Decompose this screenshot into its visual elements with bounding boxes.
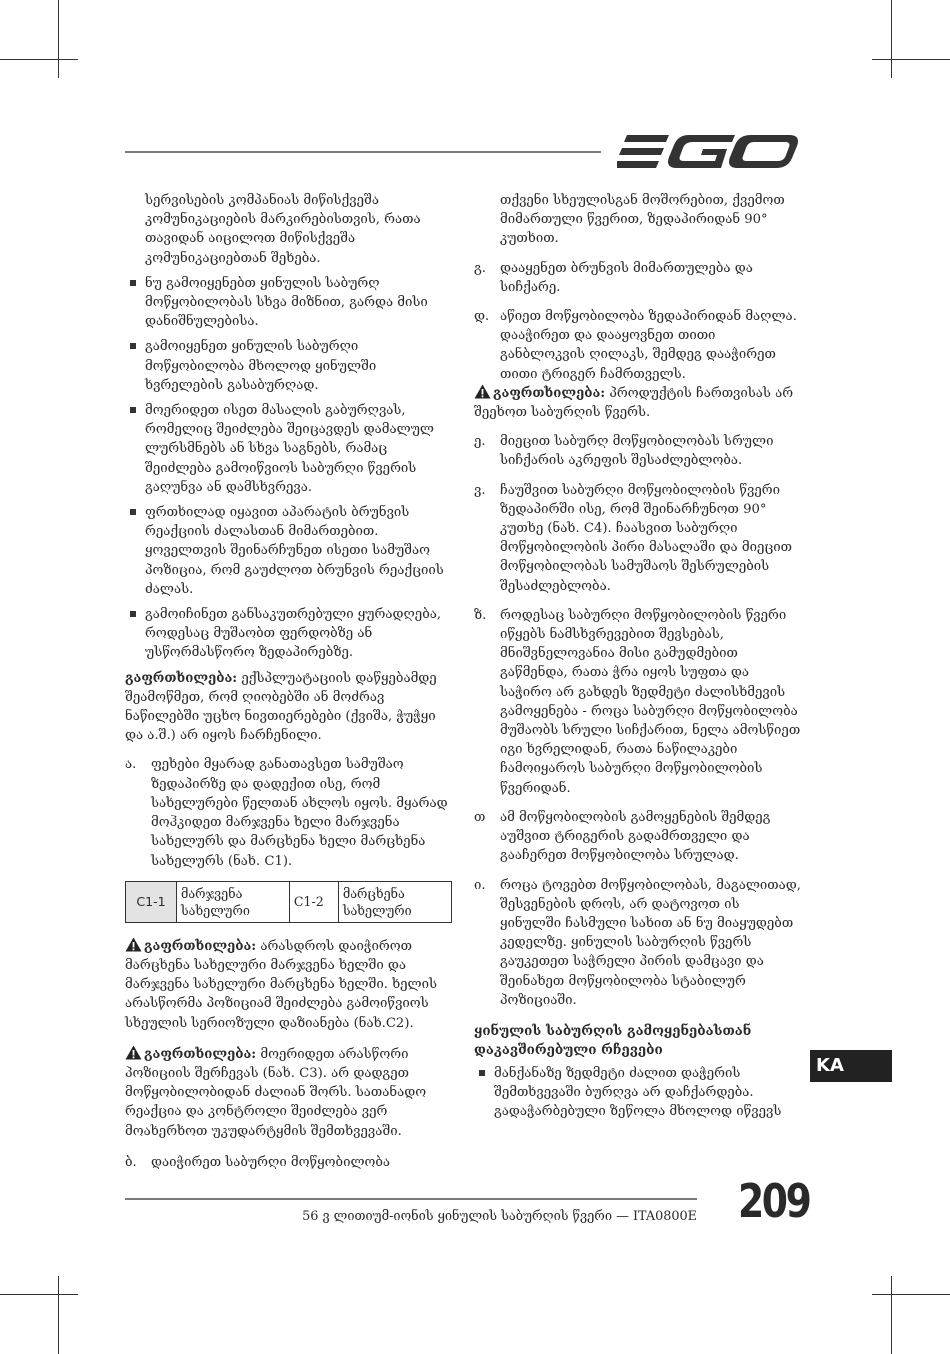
- bullet-square-icon: [130, 280, 136, 286]
- right-column: [474, 191, 804, 1128]
- footer-rule: [125, 1198, 697, 1200]
- crop-mark: [891, 0, 892, 78]
- ego-logo: [617, 131, 799, 171]
- bullet-square-icon: [130, 407, 136, 413]
- warning-triangle-icon: [474, 384, 491, 399]
- legend-code-c1-1: C1-1: [126, 881, 177, 922]
- bullet-text: გამოიყენეთ ყინულის საბურღი მოწყობილობა მხოლოდ ყინულში ხვრელების გასაბურღად.: [145, 339, 377, 393]
- step-letter: თ: [474, 809, 486, 825]
- bullet-square-icon: [130, 611, 136, 617]
- crop-mark: [872, 1294, 950, 1295]
- warning-text: არასდროს დაიჭიროთ მარცხენა სახელური მარჯვენა ხელში და მარჯვენა სახელური მარცხენა ხელში. ხელის არასწორმა პოზიციამ შეიძლება გამოიწვიოს სხეულის სერიოზული დაზიანება (ნახ.C2).: [125, 938, 437, 1031]
- step-letter: ზ.: [474, 607, 487, 623]
- step-letter: ი.: [474, 877, 486, 893]
- list-item: [125, 274, 455, 332]
- step-letter: დ.: [474, 309, 490, 325]
- page-number: 209: [738, 1174, 810, 1228]
- crop-mark: [58, 1276, 59, 1354]
- footer-text: 56 ვ ლითიუმ-იონის ყინულის საბურღის წვერი — ITA0800E: [302, 1209, 697, 1224]
- figure-legend-table: [125, 881, 452, 923]
- crop-mark: [0, 59, 78, 60]
- bullet-text: გამოიჩინეთ განსაკუთრებული ყურადღება, როდესაც მუშაობთ ფერდობზე ან უსწორმასწორო ზედაპირებზე.: [145, 607, 442, 661]
- language-tab: KA: [810, 1050, 892, 1082]
- tips-bullet-list: [474, 1064, 804, 1122]
- bullet-square-icon: [479, 1070, 485, 1076]
- list-item: [125, 337, 455, 395]
- warning-paragraph: [125, 1045, 455, 1141]
- step-text: მიეცით საბურღ მოწყობილობას სრული სიჩქარის აკრეფის შესაძლებლობა.: [500, 434, 774, 469]
- bullet-text: მოერიდეთ ისეთ მასალის გაბურღვას, რომელიც შეიძლება შეიცავდეს დამალულ ლურსმნებს ან სხვა საგნებს, რამაც შეიძლება გამოიწვიოს საბურღი წვერის გაღუნვა ან დამსხვრევა.: [145, 403, 434, 495]
- left-column: [125, 191, 455, 1172]
- list-item: [125, 503, 455, 599]
- legend-text-right-handle: მარჯვენა სახელური: [177, 881, 290, 922]
- step-e: [474, 432, 804, 470]
- safety-bullet-list: [125, 274, 455, 663]
- crop-mark: [58, 0, 59, 78]
- warning-label: გაფრთხილება:: [125, 670, 238, 686]
- intro-paragraph: სერვისების კომპანიას მიწისქვეშა კომუნიკაციების მარკირებისთვის, რათა თავიდან აიცილოთ მიწისქვეშა კომუნიკაციებთან შეხება.: [145, 193, 421, 266]
- step-text: ფეხები მყარად განათავსეთ სამუშაო ზედაპირზე და დადექით ისე, რომ სახელურები წელთან ახლოს იყოს. მყარად მოჰკიდეთ მარჯვენა ხელი მარჯვენა სახელურს და მარცხენა ხელი მარცხენა სახელურს (ნახ. C1).: [151, 757, 448, 869]
- list-item: [125, 401, 455, 497]
- warning-label: გაფრთხილება:: [493, 385, 606, 401]
- crop-mark: [891, 1276, 892, 1354]
- step-text: დაიჭირეთ საბურღი მოწყობილობა: [151, 1154, 391, 1170]
- step-a: [125, 755, 455, 870]
- step-letter: გ.: [474, 260, 486, 276]
- warning-label: გაფრთხილება:: [144, 1046, 257, 1062]
- step-text: როდესაც საბურღი მოწყობილობის წვერი იწყებს ნამსხვრევებით შევსებას, მნიშვნელოვანია მისი გამუდმებით გაწმენდა, რათა ჭრა იყოს სუფთა და საჭირო არ გახდეს ზედმეტი ძალისხმევის გამოყენება - როცა საბურღი მოწყობილობა მუშაობს სრული სიჩქარით, ნელა ამოსწიეთ იგი ხვრელიდან, რათა ნაწილაკები ჩამოიყაროს საბურღი მოწყობილობის წვერიდან.: [500, 607, 801, 796]
- continued-paragraph: თქვენი სხეულისგან მოშორებით, ქვემოთ მიმართული წვერით, ზედაპირიდან 90° კუთხით.: [500, 193, 785, 247]
- step-v: [474, 481, 804, 596]
- section-heading: ყინულის საბურღის გამოყენებასთან დაკავშირებული რჩევები: [474, 1022, 752, 1058]
- warning-text: მოერიდეთ არასწორი პოზიციის შერჩევას (ნახ. C3). არ დადგეთ მოწყობილობიდან ძალიან შორს. სათანადო რეაქცია და კონტროლი შეიძლება ვერ მოახერხოთ უკუდარტყმის შემთხვევაში.: [125, 1046, 427, 1139]
- bullet-square-icon: [130, 343, 136, 349]
- step-text: აწიეთ მოწყობილობა ზედაპირიდან მაღლა. დააჭირეთ და დააყოვნეთ თითი განბლოკვის ღილაკს, შემდეგ დააჭირეთ თითი ტრიგერ ჩამრთველს.: [500, 309, 797, 382]
- warning-label: გაფრთხილება:: [144, 938, 257, 954]
- step-letter: ა.: [125, 757, 137, 773]
- warning-paragraph: [474, 384, 804, 422]
- warning-text: ექსპლუატაციის დაწყებამდე შეამოწმეთ, რომ ღიობებში ან მოძრავ ნაწილებში უცხო ნივთიერებები (ქვიშა, ჭუჭყი და ა.შ.) არ იყოს ჩარჩენილი.: [125, 670, 437, 744]
- step-letter: ვ.: [474, 482, 486, 498]
- header-rule: [125, 151, 601, 153]
- warning-paragraph: [125, 669, 455, 746]
- step-b: [125, 1153, 455, 1172]
- warning-triangle-icon: [125, 1045, 142, 1060]
- warning-text: პროდუქტის ჩართვისას არ შეეხოთ საბურღის წვერს.: [474, 385, 794, 421]
- legend-code-c1-2: C1-2: [289, 881, 338, 922]
- crop-mark: [0, 1294, 78, 1295]
- step-d: [474, 307, 804, 384]
- step-text: ამ მოწყობილობის გამოყენების შემდეგ აუშვით ტრიგერის გადამრთველი და გააჩერეთ მოწყობილობა სრულად.: [500, 809, 771, 864]
- list-item: [125, 605, 455, 663]
- bullet-text: მანქანაზე ზედმეტი ძალით დაჭერის შემთხვევაში ბურღვა არ დაჩქარდება. გადაჭარბებული ზეწოლა მხოლოდ იწვევს: [494, 1065, 782, 1120]
- bullet-text: ნუ გამოიყენებთ ყინულის საბურღ მოწყობილობას სხვა მიზნით, გარდა მისი დანიშნულებისა.: [145, 275, 428, 330]
- crop-mark: [872, 59, 950, 60]
- step-i: [474, 876, 804, 1010]
- legend-text-left-handle: მარცხენა სახელური: [338, 881, 451, 922]
- warning-paragraph: [125, 937, 455, 1033]
- step-text: ჩაუშვით საბურღი მოწყობილობის წვერი ზედაპირში ისე, რომ შეინარჩუნოთ 90° კუთხე (ნახ. C4). ჩაასვით საბურღი მოწყობილობის პირი მასალაში და მიეცით მოწყობილობას სამუშაოს შესრულების შესაძლებლობა.: [500, 482, 792, 594]
- step-z: [474, 606, 804, 798]
- bullet-square-icon: [130, 509, 136, 515]
- step-t: [474, 808, 804, 866]
- warning-triangle-icon: [125, 937, 142, 952]
- step-text: დააყენეთ ბრუნვის მიმართულება და სიჩქარე.: [500, 260, 753, 295]
- step-g: [474, 259, 804, 297]
- step-letter: ე.: [474, 434, 486, 450]
- step-letter: ბ.: [125, 1154, 137, 1170]
- bullet-text: ფრთხილად იყავით აპარატის ბრუნვის რეაქციის ძალასთან მიმართებით. ყოველთვის შეინარჩუნეთ ისეთი სამუშაო პოზიცია, რომ გაუძლოთ ბრუნვის რეაქციის ძალას.: [145, 505, 444, 597]
- list-item: [474, 1064, 804, 1122]
- step-text: როცა ტოვებთ მოწყობილობას, მაგალითად, შესვენების დროს, არ დატოვოთ ის ყინულში ჩასმული სახით ან ნუ მიაყუდებთ კედელზე. ყინულის საბურღის წვერს გაუკეთეთ საჭრელი პირის დამცავი და შეინახეთ მოწყობილობა სტაბილურ პოზიციაში.: [500, 877, 801, 1008]
